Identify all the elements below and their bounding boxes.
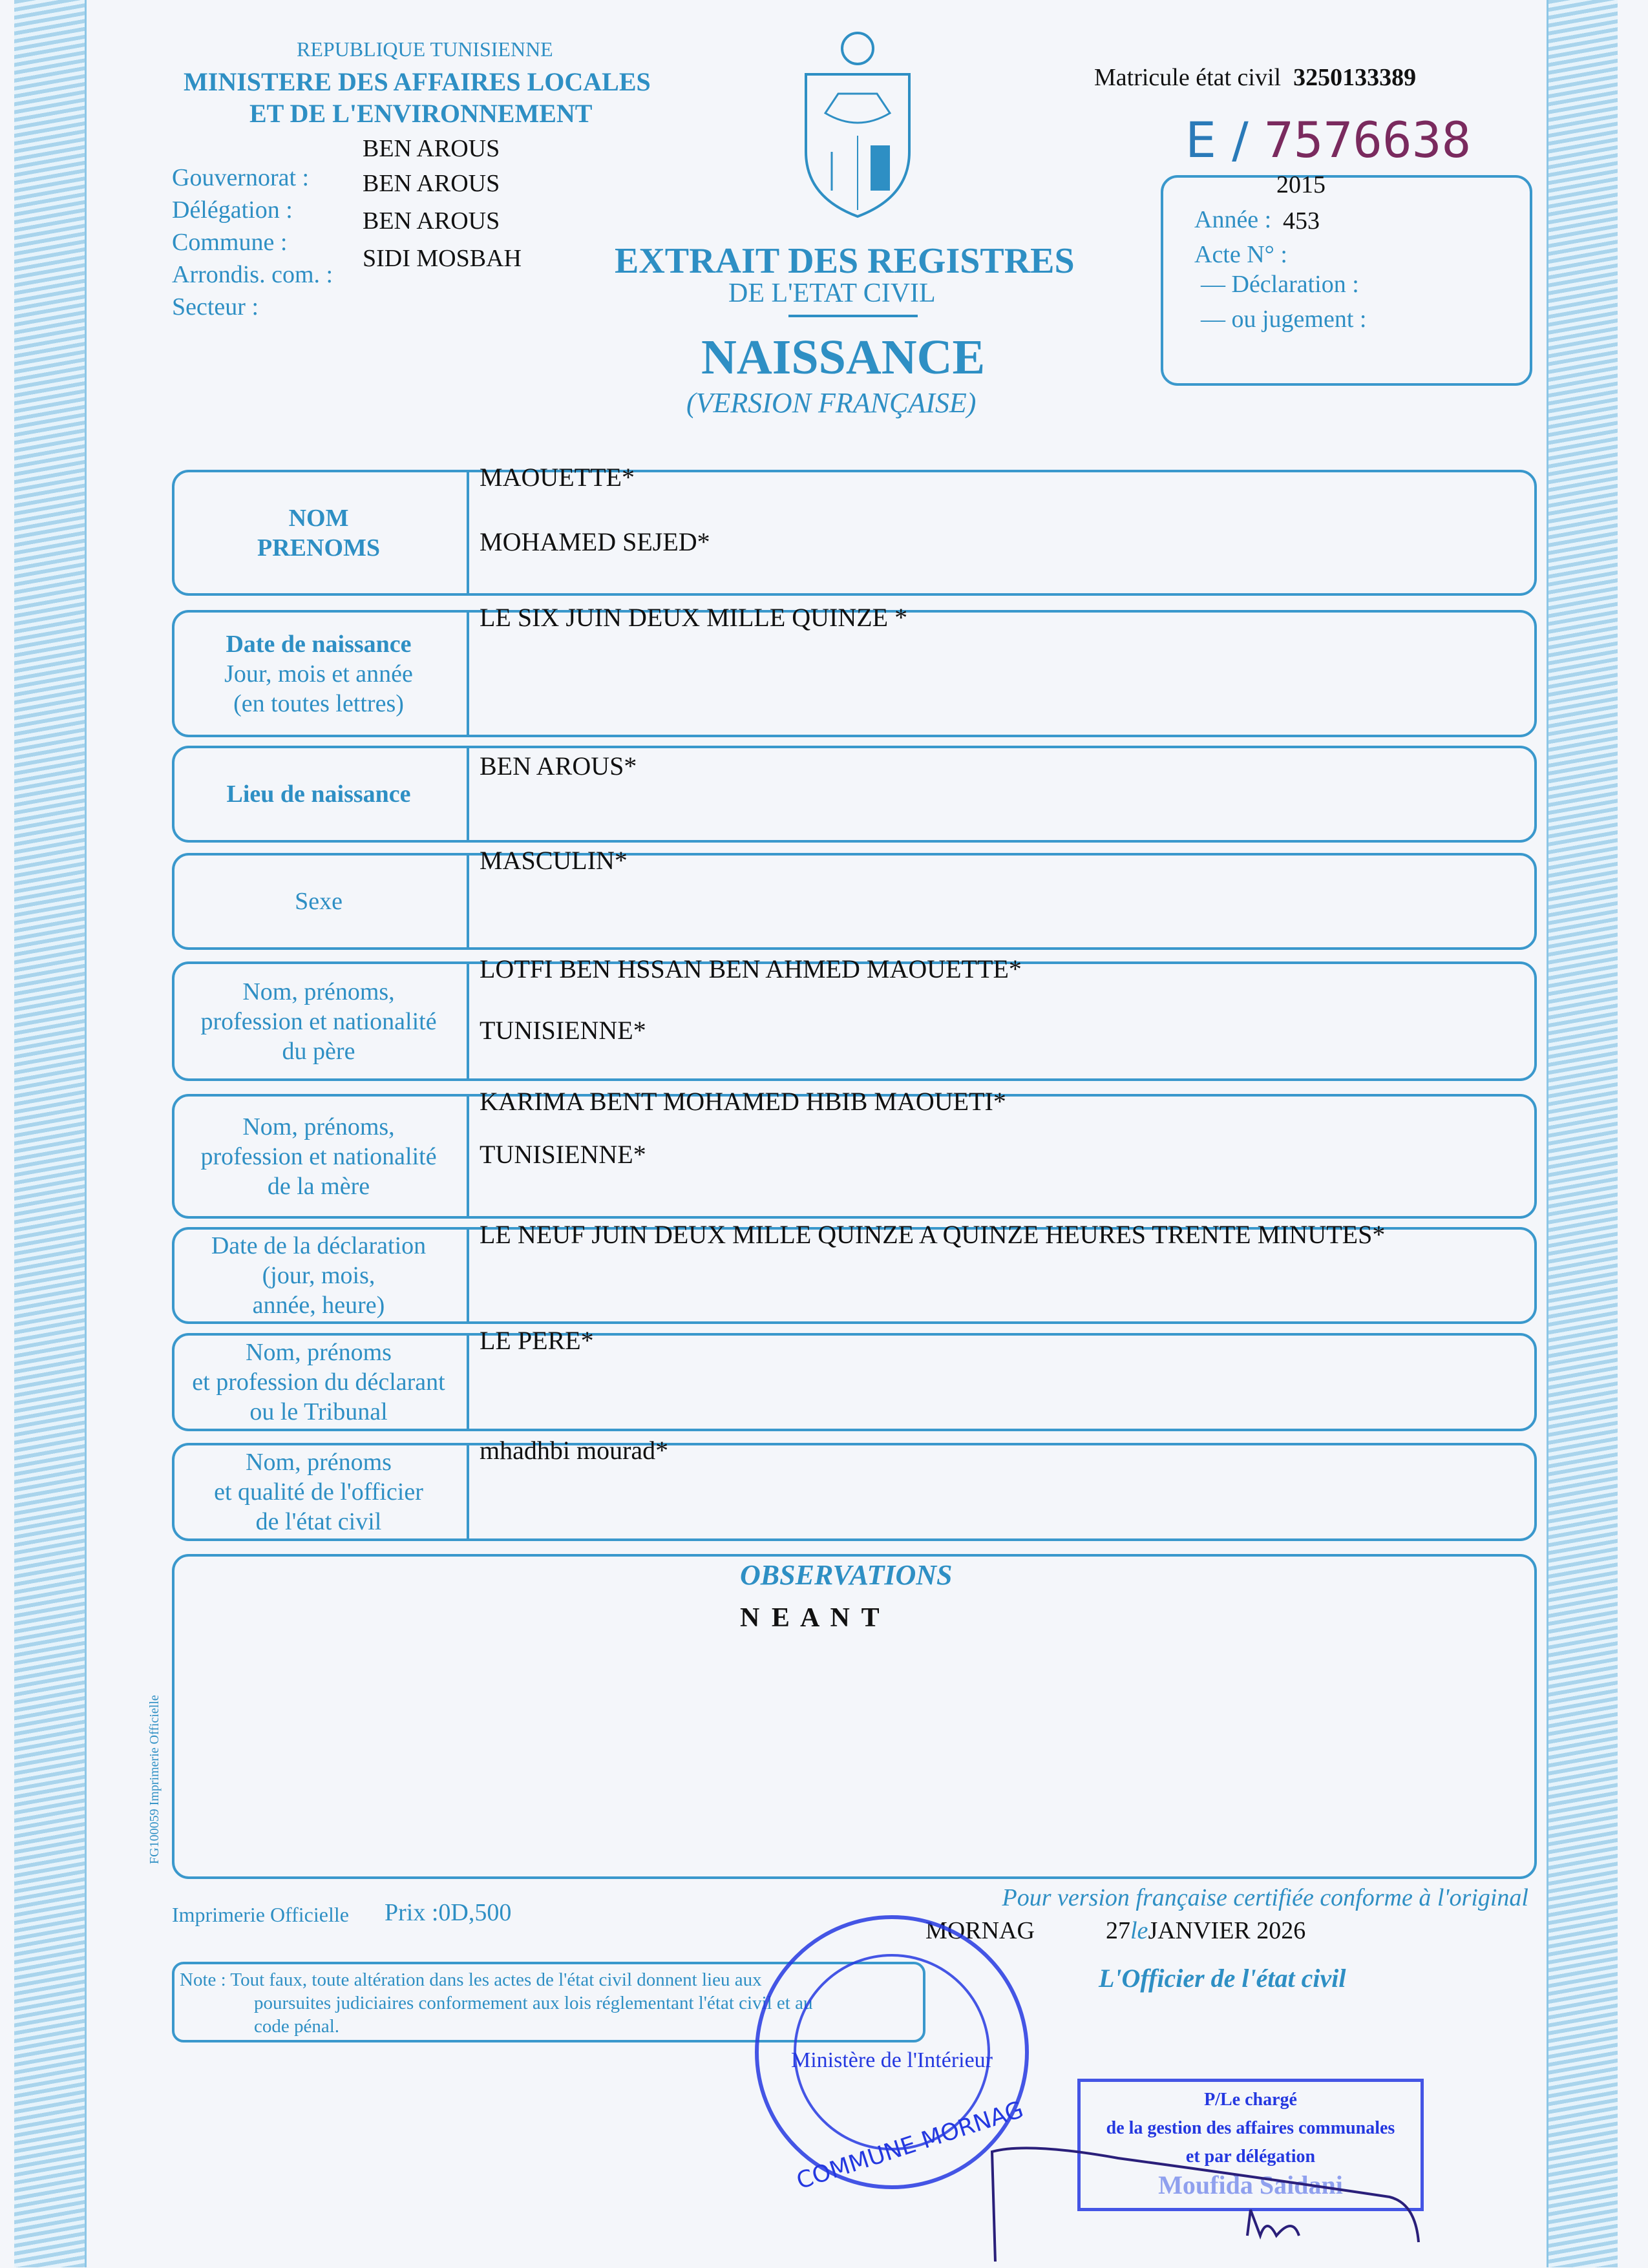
row-label [172,1227,465,1324]
row-label-line: (en toutes lettres) [233,689,404,717]
row-value-box [467,1333,1537,1431]
row-value: LE NEUF JUIN DEUX MILLE QUINZE A QUINZE HEURES TRENTE MINUTES* [480,1220,1386,1249]
printer-label: Imprimerie Officielle [172,1903,349,1926]
month-year-value: JANVIER 2026 [1148,1917,1306,1944]
row-value: TUNISIENNE* [480,1140,646,1169]
coat-of-arms-emblem [799,29,916,218]
row-label [172,1333,465,1431]
secteur-label: Secteur : [172,293,259,320]
row-label-line: Sexe [295,888,343,915]
arrondissement-label: Arrondis. com. : [172,261,333,288]
row-value: MAOUETTE* [480,463,635,492]
row-label-line: PRENOMS [257,534,380,562]
row-label-line: de l'état civil [255,1508,382,1535]
note-line-1: Note : Tout faux, toute altération dans les actes de l'état civil donnent lieu aux [180,1969,762,1990]
row-label-line: ou le Tribunal [249,1398,388,1425]
rect-stamp-line-3: et par délégation [1185,2147,1316,2167]
row-label [172,1094,465,1219]
row-label [172,470,465,596]
arrondissement-value: SIDI MOSBAH [363,245,522,272]
note-line-2: poursuites judiciaires conformement aux lois réglementant l'état civil et au [254,1993,813,2013]
row-label-line: profession et nationalité [200,1007,437,1035]
certified-text: Pour version française certifiée conforme à l'original [1002,1884,1528,1911]
delegation-value: BEN AROUS [363,170,500,197]
row-label-line: et qualité de l'officier [214,1478,423,1506]
observations-title: OBSERVATIONS [740,1559,953,1591]
row-label-line: Date de la déclaration [211,1232,427,1259]
ministry-line-1: MINISTERE DES AFFAIRES LOCALES [184,67,651,96]
round-stamp-top-text: Ministère de l'Intérieur [790,2048,993,2072]
delegation-label: Délégation : [172,196,293,224]
annee-label: Année : [1194,206,1272,233]
row-label-line: et profession du déclarant [192,1369,445,1396]
gouvernorat-value: BEN AROUS [363,135,500,162]
row-value: LE PERE* [480,1326,594,1355]
round-stamp-bottom-text: COMMUNE MORNAG [793,2096,1027,2195]
acte-label: Acte N° : [1194,241,1287,268]
rect-stamp-line-1: P/Le chargé [1204,2090,1297,2110]
ministry-line-2: ET DE L'ENVIRONNEMENT [249,99,593,128]
row-value: TUNISIENNE* [480,1016,646,1045]
handwritten-signature [989,2139,1441,2268]
row-label-line: Nom, prénoms, [242,978,395,1005]
row-label [172,853,465,950]
row-label [172,961,465,1081]
title-extrait: EXTRAIT DES REGISTRES [615,241,1075,281]
declaration-label: — Déclaration : [1201,271,1359,298]
price-label: Prix :0D,500 [385,1899,512,1926]
row-value: mhadhbi mourad* [480,1436,669,1465]
row-label [172,746,465,843]
row-value: MASCULIN* [480,846,628,875]
legal-note [180,1968,812,2038]
title-naissance: NAISSANCE [701,330,986,384]
row-value: MOHAMED SEJED* [480,527,710,556]
row-value: BEN AROUS* [480,751,637,781]
commune-label: Commune : [172,229,288,256]
serial-prefix: E / [1185,111,1249,169]
day-value: 27 [1106,1917,1130,1944]
row-label-line: Jour, mois et année [224,660,413,688]
place-value: MORNAG [925,1917,1035,1944]
rect-stamp-line-2: de la gestion des affaires communales [1106,2118,1395,2138]
commune-value: BEN AROUS [363,207,500,235]
row-label [172,1443,465,1541]
matricule [1094,63,1416,92]
jugement-label: — ou jugement : [1201,306,1367,333]
row-label-line: Lieu de naissance [226,781,411,808]
left-guilloche-border [14,0,87,2267]
title-divider [788,315,918,317]
title-etat-civil: DE L'ETAT CIVIL [728,278,936,308]
side-print-code: FG100059 Imprimerie Officielle [147,1695,162,1864]
serial-number [1185,111,1471,169]
row-label-line: année, heure) [252,1292,385,1319]
row-label-line: (jour, mois, [262,1262,375,1289]
row-label-line: Nom, prénoms [246,1339,392,1366]
rect-stamp-name: Moufida Saidani [1158,2170,1343,2200]
row-value: KARIMA BENT MOHAMED HBIB MAOUETI* [480,1087,1006,1116]
row-label-line: Nom, prénoms [246,1449,392,1476]
acte-number-value: 453 [1283,207,1320,235]
row-value: LOTFI BEN HSSAN BEN AHMED MAOUETTE* [480,954,1022,983]
row-label-line: du père [282,1037,355,1065]
serial-value: 7576638 [1263,111,1472,169]
observations-value: N E A N T [740,1603,882,1633]
row-label-line: NOM [288,504,349,532]
date-value [1106,1916,1305,1945]
right-guilloche-border [1547,0,1618,2267]
row-label [172,610,465,737]
le-label: le [1130,1917,1148,1944]
matricule-label: Matricule état civil [1094,64,1282,91]
row-value: LE SIX JUIN DEUX MILLE QUINZE * [480,603,908,632]
row-label-line: Date de naissance [226,630,412,658]
row-label-line: profession et nationalité [200,1142,437,1170]
matricule-value: 3250133389 [1293,64,1417,91]
year-value: 2015 [1276,171,1326,198]
row-label-line: de la mère [267,1172,370,1200]
note-line-3: code pénal. [254,2016,340,2037]
officer-title: L'Officier de l'état civil [1099,1964,1346,1993]
gouvernorat-label: Gouvernorat : [172,164,310,191]
admin-labels [172,162,333,323]
title-version: (VERSION FRANÇAISE) [686,387,977,419]
republic-label: REPUBLIQUE TUNISIENNE [297,37,553,61]
row-label-line: Nom, prénoms, [242,1113,395,1140]
